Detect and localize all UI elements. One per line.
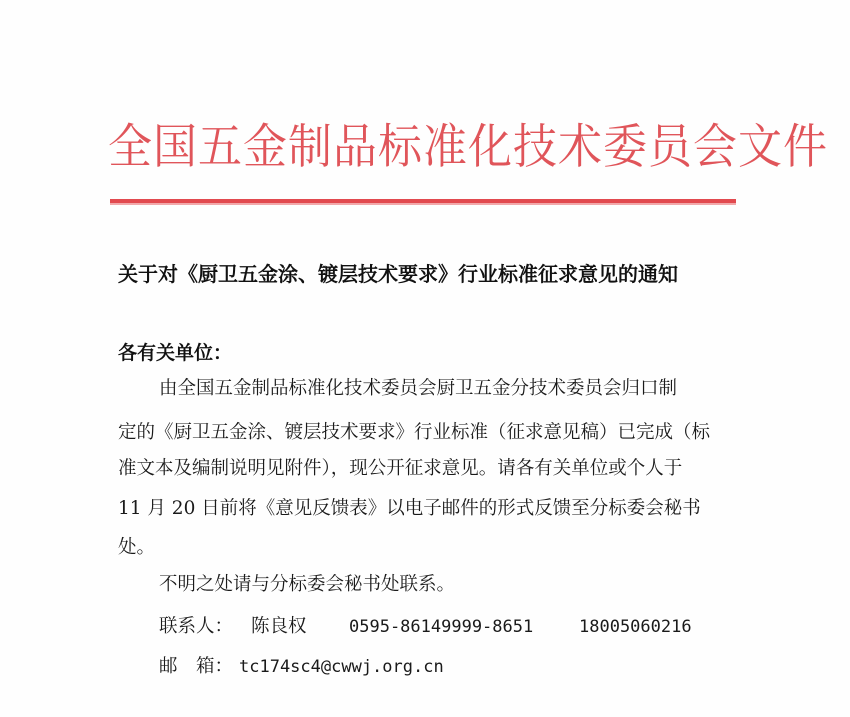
contact-label: 联系人：	[159, 616, 234, 637]
body-line-4: 11 月 20 日前将《意见反馈表》以电子邮件的形式反馈至分标委会秘书	[118, 498, 701, 519]
red-divider-shadow	[110, 203, 736, 205]
body-line-1: 由全国五金制品标准化技术委员会厨卫五金分技术委员会归口制	[159, 378, 678, 399]
email-address[interactable]: tc174sc4@cwwj.org.cn	[239, 657, 444, 677]
document-header: 全国五金制品标准化技术委员会文件	[108, 119, 828, 175]
body-line-2: 定的《厨卫五金涂、镀层技术要求》行业标准（征求意见稿）已完成（标	[118, 422, 711, 443]
body-line-6: 不明之处请与分标委会秘书处联系。	[159, 574, 456, 595]
body-line-5: 处。	[118, 537, 156, 558]
salutation: 各有关单位：	[118, 342, 233, 364]
email-label: 邮 箱：	[159, 656, 234, 677]
body-line-3: 准文本及编制说明见附件），现公开征求意见。请各有关单位或个人于	[118, 458, 683, 479]
contact-name: 陈良权	[251, 616, 307, 637]
contact-phone: 0595-86149999-8651	[349, 617, 534, 637]
notice-title: 关于对《厨卫五金涂、镀层技术要求》行业标准征求意见的通知	[118, 262, 678, 286]
contact-mobile: 18005060216	[579, 617, 692, 637]
